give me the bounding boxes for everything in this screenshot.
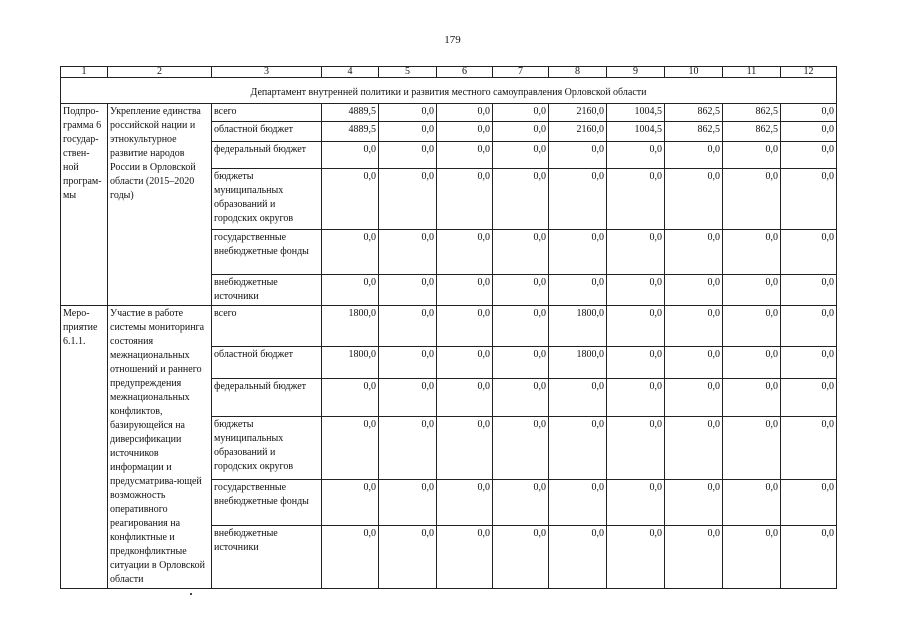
value-cell: 0,0 xyxy=(781,525,837,588)
value-cell: 0,0 xyxy=(549,378,607,417)
column-number: 4 xyxy=(322,67,379,78)
value-cell: 0,0 xyxy=(379,306,437,347)
value-cell: 0,0 xyxy=(437,378,493,417)
funding-source: государственные внебюджетные фонды xyxy=(212,230,322,275)
funding-source: бюджеты муниципальных образований и городских округов xyxy=(212,169,322,230)
value-cell: 0,0 xyxy=(493,104,549,122)
funding-source: всего xyxy=(212,104,322,122)
value-cell: 0,0 xyxy=(781,306,837,347)
value-cell: 0,0 xyxy=(723,378,781,417)
funding-source: областной бюджет xyxy=(212,122,322,142)
value-cell: 0,0 xyxy=(493,230,549,275)
value-cell: 0,0 xyxy=(607,525,665,588)
value-cell: 0,0 xyxy=(723,306,781,347)
funding-source: всего xyxy=(212,306,322,347)
stray-mark xyxy=(190,593,192,595)
value-cell: 0,0 xyxy=(322,275,379,306)
value-cell: 0,0 xyxy=(379,122,437,142)
department-title: Департамент внутренней политики и развития местного самоуправления Орловской области xyxy=(61,78,837,104)
value-cell: 0,0 xyxy=(723,479,781,525)
funding-source: внебюджетные источники xyxy=(212,275,322,306)
column-number: 3 xyxy=(212,67,322,78)
value-cell: 0,0 xyxy=(437,142,493,169)
value-cell: 0,0 xyxy=(665,230,723,275)
value-cell: 0,0 xyxy=(781,378,837,417)
value-cell: 0,0 xyxy=(549,417,607,479)
value-cell: 0,0 xyxy=(379,142,437,169)
column-number: 5 xyxy=(379,67,437,78)
value-cell: 0,0 xyxy=(322,378,379,417)
value-cell: 0,0 xyxy=(607,142,665,169)
value-cell: 0,0 xyxy=(781,142,837,169)
value-cell: 0,0 xyxy=(665,275,723,306)
value-cell: 1800,0 xyxy=(322,346,379,378)
value-cell: 0,0 xyxy=(493,169,549,230)
value-cell: 0,0 xyxy=(379,479,437,525)
value-cell: 0,0 xyxy=(607,230,665,275)
value-cell: 0,0 xyxy=(322,417,379,479)
value-cell: 0,0 xyxy=(379,346,437,378)
value-cell: 0,0 xyxy=(493,306,549,347)
funding-source: областной бюджет xyxy=(212,346,322,378)
value-cell: 0,0 xyxy=(549,142,607,169)
value-cell: 0,0 xyxy=(665,306,723,347)
value-cell: 0,0 xyxy=(322,142,379,169)
value-cell: 4889,5 xyxy=(322,122,379,142)
value-cell: 0,0 xyxy=(437,525,493,588)
value-cell: 0,0 xyxy=(723,230,781,275)
value-cell: 0,0 xyxy=(493,346,549,378)
budget-table xyxy=(60,66,837,589)
value-cell: 0,0 xyxy=(322,230,379,275)
value-cell: 0,0 xyxy=(665,169,723,230)
value-cell: 1800,0 xyxy=(549,306,607,347)
value-cell: 0,0 xyxy=(437,479,493,525)
page-number: 179 xyxy=(444,34,461,46)
column-number: 12 xyxy=(781,67,837,78)
value-cell: 0,0 xyxy=(665,142,723,169)
value-cell: 0,0 xyxy=(781,122,837,142)
value-cell: 0,0 xyxy=(379,104,437,122)
funding-source: бюджеты муниципальных образований и городских округов xyxy=(212,417,322,479)
value-cell: 862,5 xyxy=(665,122,723,142)
value-cell: 0,0 xyxy=(493,122,549,142)
value-cell: 0,0 xyxy=(781,346,837,378)
value-cell: 0,0 xyxy=(437,346,493,378)
value-cell: 0,0 xyxy=(437,122,493,142)
funding-source: государственные внебюджетные фонды xyxy=(212,479,322,525)
value-cell: 0,0 xyxy=(607,169,665,230)
value-cell: 0,0 xyxy=(723,346,781,378)
value-cell: 0,0 xyxy=(437,275,493,306)
value-cell: 0,0 xyxy=(607,417,665,479)
funding-source: федеральный бюджет xyxy=(212,378,322,417)
value-cell: 0,0 xyxy=(379,378,437,417)
value-cell: 0,0 xyxy=(322,525,379,588)
value-cell: 0,0 xyxy=(493,142,549,169)
column-number-row xyxy=(61,67,837,78)
value-cell: 0,0 xyxy=(723,169,781,230)
value-cell: 862,5 xyxy=(723,122,781,142)
value-cell: 0,0 xyxy=(379,275,437,306)
value-cell: 0,0 xyxy=(607,275,665,306)
value-cell: 0,0 xyxy=(493,417,549,479)
value-cell: 2160,0 xyxy=(549,122,607,142)
value-cell: 0,0 xyxy=(723,142,781,169)
column-number: 1 xyxy=(61,67,108,78)
value-cell: 0,0 xyxy=(723,417,781,479)
value-cell: 0,0 xyxy=(607,479,665,525)
table-body xyxy=(61,67,837,589)
value-cell: 0,0 xyxy=(549,230,607,275)
value-cell: 2160,0 xyxy=(549,104,607,122)
value-cell: 0,0 xyxy=(781,417,837,479)
value-cell: 0,0 xyxy=(437,230,493,275)
funding-source: федеральный бюджет xyxy=(212,142,322,169)
value-cell: 0,0 xyxy=(493,275,549,306)
section-description: Участие в работе системы мониторинга состояния межнациональных отношений и раннего предупреждения межнациональных конфликтов, базирующейся на диверсификации источников информации и предусматрива-ющей возможность оперативного реагирования на конфликтные и предконфликтные ситуации в Орловской области xyxy=(108,306,212,589)
value-cell: 1004,5 xyxy=(607,122,665,142)
value-cell: 1800,0 xyxy=(549,346,607,378)
section-description: Укрепление единства российской нации и этнокультурное развитие народов России в Орловской области (2015–2020 годы) xyxy=(108,104,212,306)
value-cell: 0,0 xyxy=(549,275,607,306)
value-cell: 1800,0 xyxy=(322,306,379,347)
value-cell: 0,0 xyxy=(607,306,665,347)
value-cell: 0,0 xyxy=(379,525,437,588)
value-cell: 0,0 xyxy=(379,169,437,230)
value-cell: 0,0 xyxy=(723,525,781,588)
department-row xyxy=(61,78,837,104)
value-cell: 0,0 xyxy=(549,169,607,230)
column-number: 9 xyxy=(607,67,665,78)
column-number: 11 xyxy=(723,67,781,78)
value-cell: 862,5 xyxy=(723,104,781,122)
value-cell: 0,0 xyxy=(607,346,665,378)
value-cell: 0,0 xyxy=(549,525,607,588)
column-number: 7 xyxy=(493,67,549,78)
table-row xyxy=(61,104,837,122)
value-cell: 0,0 xyxy=(379,230,437,275)
value-cell: 4889,5 xyxy=(322,104,379,122)
value-cell: 1004,5 xyxy=(607,104,665,122)
value-cell: 0,0 xyxy=(437,306,493,347)
column-number: 6 xyxy=(437,67,493,78)
value-cell: 0,0 xyxy=(665,346,723,378)
value-cell: 0,0 xyxy=(493,525,549,588)
value-cell: 0,0 xyxy=(437,417,493,479)
value-cell: 0,0 xyxy=(607,378,665,417)
value-cell: 0,0 xyxy=(723,275,781,306)
value-cell: 0,0 xyxy=(379,417,437,479)
value-cell: 0,0 xyxy=(549,479,607,525)
column-number: 10 xyxy=(665,67,723,78)
value-cell: 0,0 xyxy=(665,479,723,525)
table-row xyxy=(61,306,837,347)
value-cell: 0,0 xyxy=(781,230,837,275)
value-cell: 0,0 xyxy=(665,417,723,479)
value-cell: 0,0 xyxy=(437,169,493,230)
value-cell: 0,0 xyxy=(437,104,493,122)
value-cell: 0,0 xyxy=(665,378,723,417)
value-cell: 0,0 xyxy=(781,275,837,306)
column-number: 2 xyxy=(108,67,212,78)
funding-source: внебюджетные источники xyxy=(212,525,322,588)
section-type-label: Подпро-грамма 6 государ-ствен-ной програм-мы xyxy=(61,104,108,306)
value-cell: 0,0 xyxy=(493,378,549,417)
value-cell: 862,5 xyxy=(665,104,723,122)
value-cell: 0,0 xyxy=(665,525,723,588)
value-cell: 0,0 xyxy=(322,169,379,230)
value-cell: 0,0 xyxy=(493,479,549,525)
value-cell: 0,0 xyxy=(322,479,379,525)
section-type-label: Меро-приятие 6.1.1. xyxy=(61,306,108,589)
value-cell: 0,0 xyxy=(781,169,837,230)
value-cell: 0,0 xyxy=(781,104,837,122)
column-number: 8 xyxy=(549,67,607,78)
value-cell: 0,0 xyxy=(781,479,837,525)
